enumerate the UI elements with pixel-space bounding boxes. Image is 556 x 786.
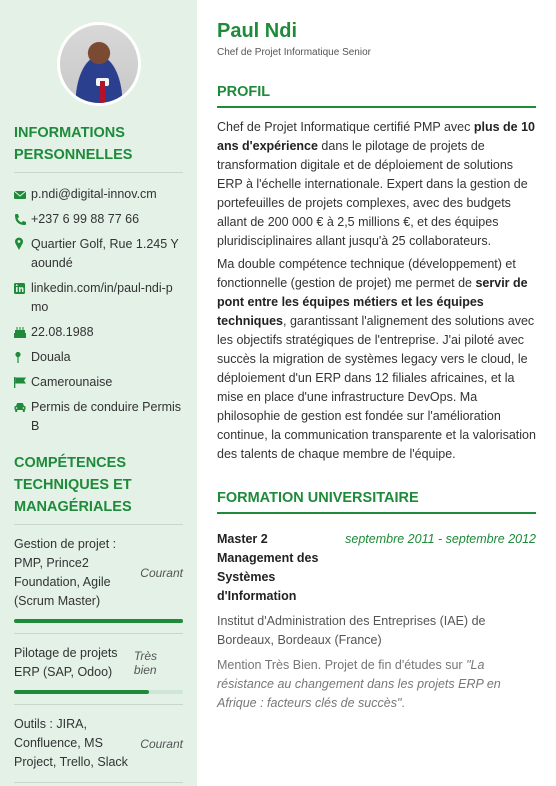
phone-icon bbox=[14, 210, 31, 229]
map-pin-icon bbox=[14, 348, 31, 367]
skill-item bbox=[14, 705, 183, 783]
profile-paragraph: Chef de Projet Informatique certifié PMP avec plus de 10 ans d'expérience dans le pilotage de projets de transformation digitale et de déploiement de solutions ERP à l'échelle internationale. Expert dans la gestion de portefeuilles de projets complexes, avec des budgets allant de 200 000 € à 2,5 millions €, et des équipes pluridisciplinaires allant jusqu'à 25 collaborateurs. bbox=[217, 120, 535, 248]
skill-name: Pilotage de projets ERP (SAP, Odoo) bbox=[14, 646, 118, 679]
full-name: Paul Ndi bbox=[217, 20, 298, 42]
info-nationality: Camerounaise bbox=[14, 373, 183, 392]
skills-title: COMPÉTENCES TECHNIQUES ET MANAGÉRIALES bbox=[14, 452, 183, 525]
skill-name: Outils : JIRA, Confluence, MS Project, Trello, Slack bbox=[14, 717, 128, 769]
info-email[interactable]: p.ndi@digital-innov.cm bbox=[14, 185, 183, 204]
skill-level: Courant bbox=[140, 736, 183, 751]
info-driving-license: Permis de conduire Permis B bbox=[14, 398, 183, 436]
personal-info-list bbox=[14, 185, 183, 436]
avatar bbox=[57, 22, 141, 106]
education-dates: septembre 2011 - septembre 2012 bbox=[345, 532, 536, 546]
skill-level: Très bien bbox=[133, 649, 158, 677]
profile-title: PROFIL bbox=[217, 84, 536, 108]
degree: Master 2 Management des Systèmes d'Information bbox=[217, 532, 319, 603]
car-icon bbox=[14, 398, 31, 417]
info-linkedin[interactable]: linkedin.com/in/paul-ndi-pmo bbox=[14, 279, 183, 317]
info-address: Quartier Golf, Rue 1.245 Yaoundé bbox=[14, 235, 183, 273]
skill-bar bbox=[14, 619, 183, 623]
skill-item bbox=[14, 525, 183, 634]
envelope-icon bbox=[14, 185, 31, 204]
personal-info-title: INFORMATIONS PERSONNELLES bbox=[14, 122, 183, 173]
skill-item bbox=[14, 634, 183, 705]
info-phone[interactable]: +237 6 99 88 77 66 bbox=[14, 210, 183, 229]
job-title: Chef de Projet Informatique Senior bbox=[217, 47, 371, 58]
flag-icon bbox=[14, 373, 31, 392]
skill-bar bbox=[14, 690, 183, 694]
education-title: FORMATION UNIVERSITAIRE bbox=[217, 490, 536, 514]
education-entry bbox=[217, 530, 536, 713]
school: Institut d'Administration des Entreprises (IAE) de Bordeaux, Bordeaux (France) bbox=[217, 614, 486, 647]
main-content bbox=[197, 0, 556, 786]
birthday-cake-icon bbox=[14, 323, 31, 342]
info-birthdate: 22.08.1988 bbox=[14, 323, 183, 342]
skill-name: Gestion de projet : PMP, Prince2 Foundation, Agile (Scrum Master) bbox=[14, 537, 117, 608]
skill-level: Courant bbox=[140, 566, 183, 580]
linkedin-icon bbox=[14, 279, 31, 298]
profile-paragraph: Ma double compétence technique (développement) et fonctionnelle (gestion de projet) me permet de servir de pont entre les équipes métiers et les équipes techniques, garantissant l'alignement des solutions avec les objectifs stratégiques de l'entreprise. J'ai piloté avec succès la migration de systèmes legacy vers le cloud, le déploiement d'un ERP dans 12 filiales africaines, et la mise en place d'une infrastructure DevOps. Ma philosophie de gestion est fondée sur l'amélioration continue, la communication transparente et la valorisation des talents de chaque membre de l'équipe. bbox=[217, 257, 536, 461]
sidebar bbox=[0, 0, 197, 786]
info-city: Douala bbox=[14, 348, 183, 367]
map-marker-icon bbox=[14, 235, 31, 254]
education-note: Mention Très Bien. Projet de fin d'études sur "La résistance au changement dans les projets ERP en Afrique : facteurs clés de succès". bbox=[217, 658, 501, 710]
